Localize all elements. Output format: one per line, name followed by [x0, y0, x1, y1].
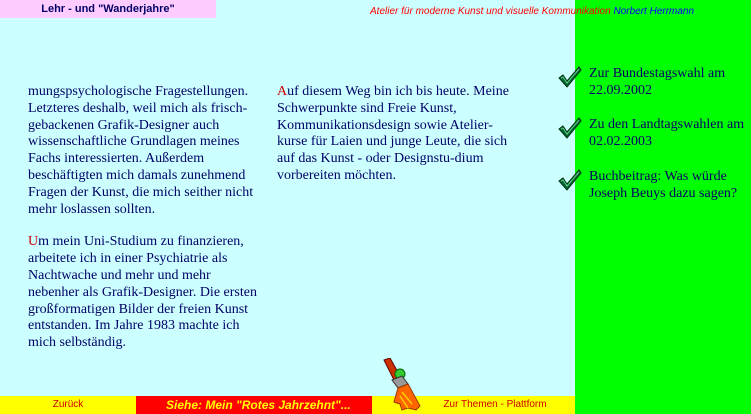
drop-initial: A [277, 84, 288, 99]
header-credit [370, 6, 694, 17]
sidebar-link-label[interactable]: Zu den Landtagswahlen am 02.02.2003 [589, 117, 745, 149]
sidebar-link-label[interactable]: Zur Bundestagswahl am 22.09.2002 [589, 66, 726, 98]
paragraph [277, 84, 509, 185]
checkmark-icon [558, 169, 582, 191]
text-column-right [277, 84, 509, 201]
paragraph-text: uf diesem Weg bin ich bis heute. Meine Schwerpunkte sind Freie Kunst, Kommunikationsdesign sowie Atelier-kurse für Laien und junge Leute, die sich auf das Kunst - oder Designstu-dium vorbereiten möchten. [277, 84, 509, 183]
drop-initial: U [28, 234, 39, 250]
section-tab: Lehr - und "Wanderjahre" [0, 0, 216, 18]
themen-platform-link[interactable]: Zur Themen - Plattform [443, 399, 547, 410]
sidebar [575, 0, 751, 414]
checkmark-icon [558, 66, 582, 88]
checkmark-icon [558, 117, 582, 139]
sidebar-link-label[interactable]: Buchbeitrag: Was würde Joseph Beuys dazu sagen? [589, 169, 738, 201]
paragraph [28, 234, 260, 352]
author-name: Norbert Herrmann [613, 6, 695, 17]
back-link[interactable]: Zurück [52, 399, 84, 410]
paintbrush-icon [378, 358, 422, 412]
paragraph: mungspsychologische Fragestellungen. Letzteres deshalb, weil mich als frisch-gebackenen Grafik-Designer auch wissenschaftliche Grundlagen meines Fachs interessierten. Außerdem beschäftigten mich damals zunehmend Fragen der Kunst, die mich seither nicht mehr loslassen sollten. [28, 84, 254, 217]
red-decade-link[interactable]: Siehe: Mein "Rotes Jahrzehnt"... [136, 396, 372, 414]
text-column-left [28, 84, 260, 368]
paragraph-text: m mein Uni-Studium zu finanzieren, arbeitete ich in einer Psychiatrie als Nachtwache und mehr und mehr nebenher als Grafik-Designer. Die ersten großformatigen Bilder der freien Kunst entstanden. Im Jahre 1983 machte ich mich selbständig. [28, 234, 257, 351]
atelier-title: Atelier für moderne Kunst und visuelle Kommunikation [370, 6, 611, 17]
